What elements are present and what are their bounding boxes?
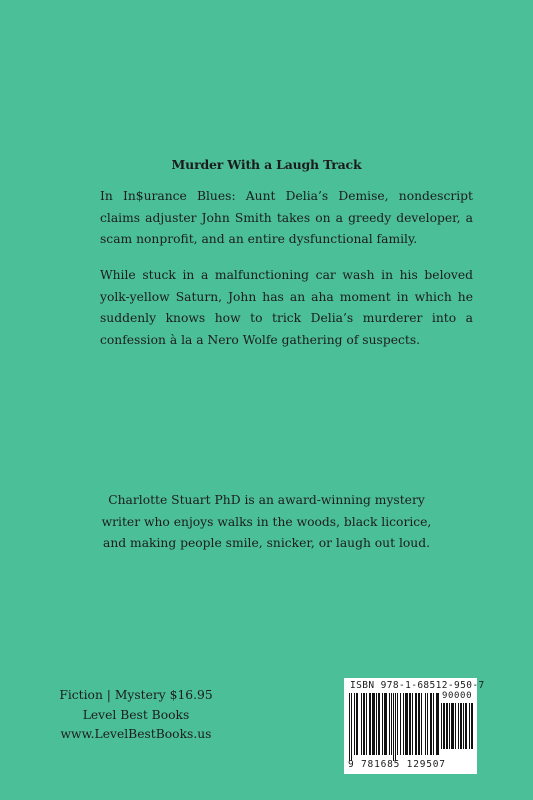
barcode-bar (458, 703, 459, 749)
author-bio-line: Charlotte Stuart PhD is an award-winning mystery (108, 493, 425, 507)
barcode-bar (354, 693, 355, 755)
author-bio-line: and making people smile, snicker, or laugh out loud. (103, 536, 430, 550)
blurb-paragraph: While stuck in a malfunctioning car wash in his beloved yolk-yellow Saturn, John has an aha moment in which he suddenly knows how to trick Delia’s murderer into a confession à la a Nero Wolfe gathering of suspects. (100, 268, 473, 347)
barcode-bar (443, 703, 445, 749)
barcode-bar (455, 703, 456, 749)
addon-barcode-bars (441, 703, 473, 755)
publisher-info (0, 686, 272, 745)
barcode-bar (451, 703, 454, 749)
barcode-bar (460, 703, 462, 749)
barcode-bar (372, 693, 375, 755)
barcode-bar (441, 703, 442, 749)
ean-digits: 9 781685 129507 (348, 759, 446, 770)
isbn-label: ISBN 978-1-68512-950-7 (350, 680, 485, 691)
barcode-bar (361, 693, 362, 755)
barcode-bar (349, 693, 350, 761)
barcode-bar (409, 693, 411, 755)
barcode-bar (469, 703, 470, 749)
barcode-bar (369, 693, 371, 755)
blurb-title: Murder With a Laugh Track (171, 157, 362, 172)
barcode-bar (405, 693, 408, 755)
publisher-url: www.LevelBestBooks.us (60, 727, 212, 741)
barcode-bar (465, 703, 467, 749)
blurb-paragraph: In In$urance Blues: Aunt Delia’s Demise, nondescript claims adjuster John Smith takes on a greedy developer, a scam nonprofit, and an entire dysfunctional family. (100, 189, 473, 246)
author-bio (0, 490, 533, 555)
barcode-bar (393, 693, 394, 761)
publisher-name: Level Best Books (82, 707, 190, 722)
addon-digits: 90000 (442, 691, 473, 701)
barcode-bar (446, 703, 448, 749)
barcode-bar (463, 703, 464, 749)
barcode-bar (427, 693, 428, 755)
barcode-bar (351, 693, 352, 761)
barcode-bar (403, 693, 404, 755)
ean-barcode-bars (349, 693, 439, 761)
barcode-bar (395, 693, 396, 761)
barcode-bar (433, 693, 434, 755)
isbn-barcode (344, 678, 485, 774)
barcode-bar (400, 693, 401, 755)
barcode-bar (397, 693, 398, 755)
barcode-bar (436, 693, 439, 755)
barcode-bar (382, 693, 383, 755)
genre-price: Fiction | Mystery $16.95 (59, 688, 213, 702)
barcode-bar (389, 693, 390, 755)
barcode-bar (356, 693, 358, 755)
barcode-bar (425, 693, 426, 755)
barcode-bar (363, 693, 365, 755)
barcode-bar (415, 693, 417, 755)
barcode-bar (366, 693, 367, 755)
barcode-bar (378, 693, 380, 755)
barcode-bar (449, 703, 450, 749)
barcode-bar (418, 693, 420, 755)
author-bio-line: writer who enjoys walks in the woods, black licorice, (101, 514, 432, 529)
barcode-bar (421, 693, 422, 755)
barcode-bar (384, 693, 387, 755)
barcode-bar (471, 703, 473, 749)
barcode-bar (391, 693, 392, 755)
barcode-bar (376, 693, 377, 755)
barcode-bar (430, 693, 432, 755)
barcode-bar (412, 693, 413, 755)
